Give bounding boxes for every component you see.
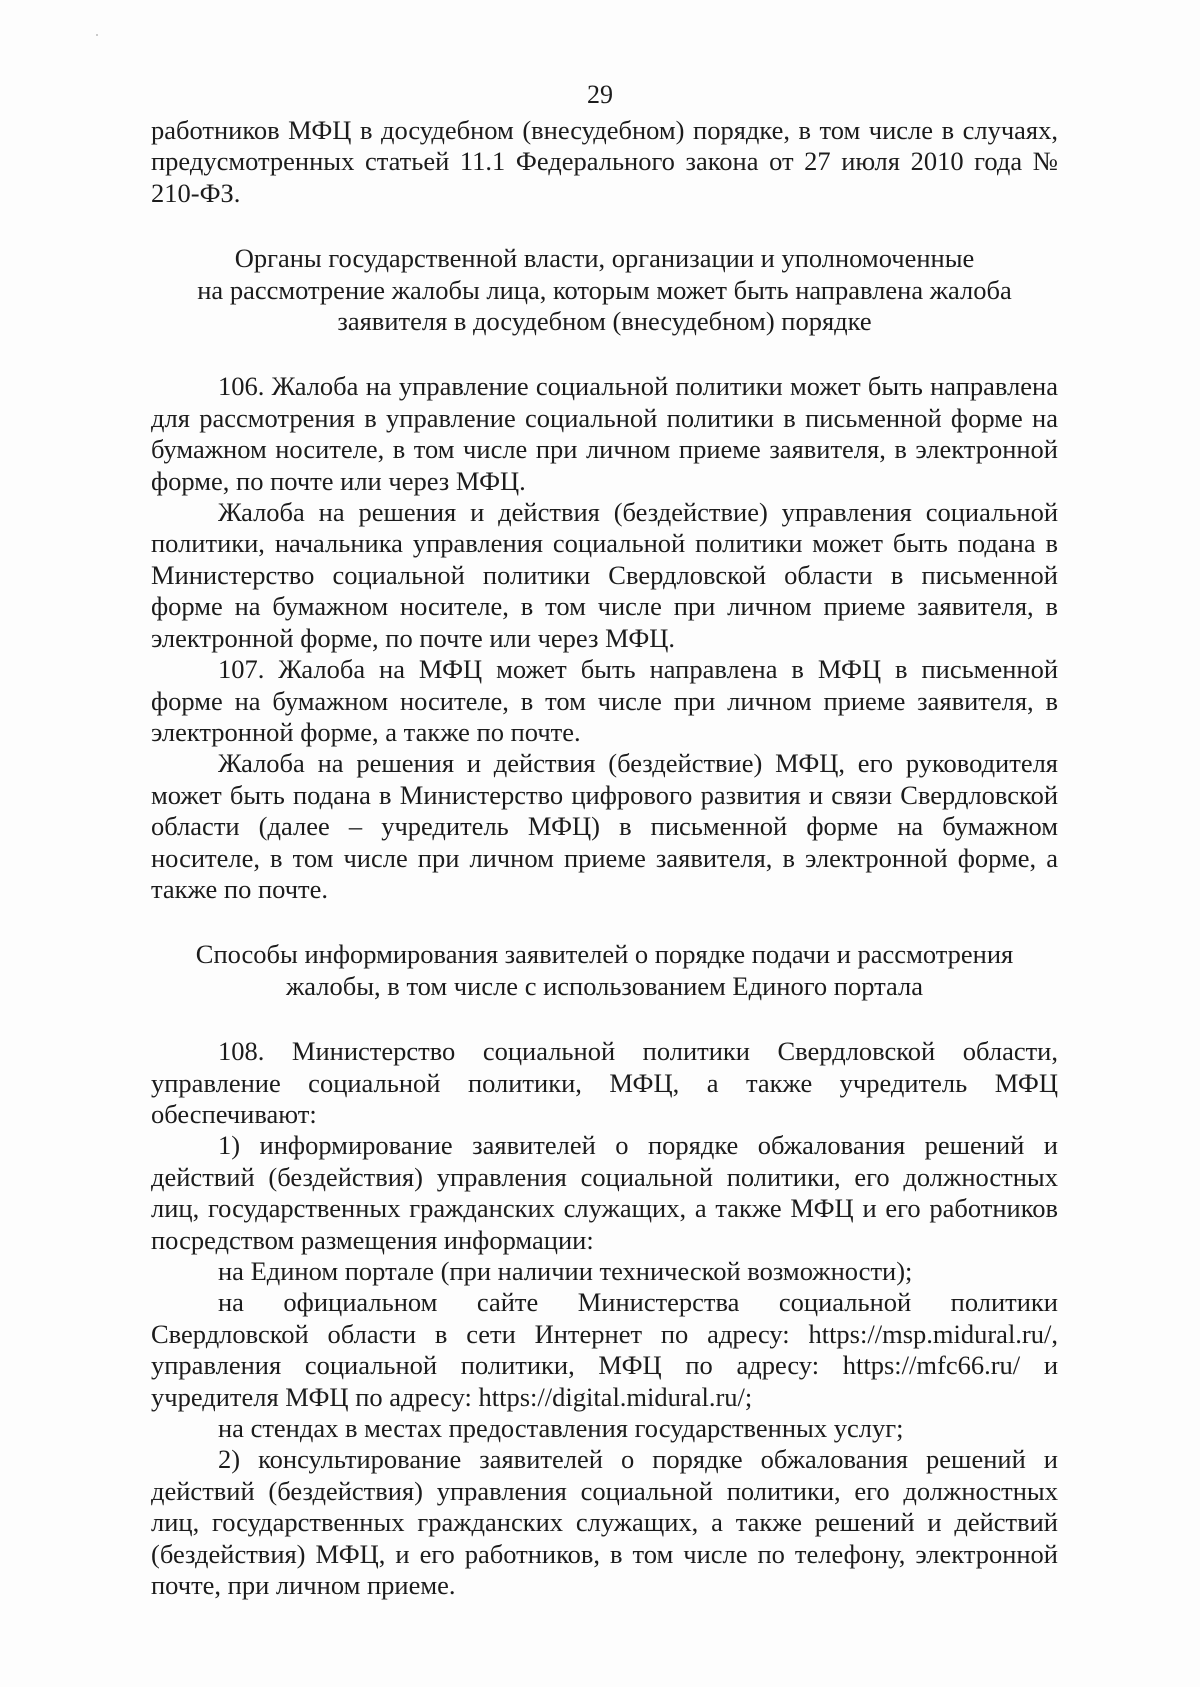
heading-line: Органы государственной власти, организации и уполномоченные xyxy=(234,243,975,274)
section-heading-informing-methods xyxy=(151,939,1058,1002)
paragraph-stands: на стендах в местах предоставления государственных услуг; xyxy=(218,1413,904,1444)
paragraph-108-item-2: 2) консультирование заявителей о порядке обжалования решений и действий (бездействия) управления социальной политики, его должностных лиц, государственных гражданских служащих, а также решений и действий (бездействия) МФЦ, и его работников, в том числе по телефону, электронной почте, при личном приеме. xyxy=(151,1444,1058,1601)
paragraph-official-sites: на официальном сайте Министерства социальной политики Свердловской области в сети Интернет по адресу: https://msp.midural.ru/, управления социальной политики, МФЦ по адресу: https://mfc66.ru/ и учредителя МФЦ по адресу: https://digital.midural.ru/; xyxy=(151,1287,1058,1412)
paragraph-107: 107. Жалоба на МФЦ может быть направлена в МФЦ в письменной форме на бумажном носителе, в том числе при личном приеме заявителя, в электронной форме, а также по почте. xyxy=(151,654,1058,747)
heading-line: на рассмотрение жалобы лица, которым может быть направлена жалоба xyxy=(197,274,1012,305)
scan-speck xyxy=(96,34,98,36)
intro-paragraph: работников МФЦ в досудебном (внесудебном) порядке, в том числе в случаях, предусмотренных статьей 11.1 Федерального закона от 27 июля 2010 года № 210-ФЗ. xyxy=(151,115,1058,208)
paragraph-108: 108. Министерство социальной политики Свердловской области, управление социальной политики, МФЦ, а также учредитель МФЦ обеспечивают: xyxy=(151,1036,1058,1129)
page-number: 29 xyxy=(587,80,613,109)
section-heading-complaint-bodies xyxy=(151,243,1058,337)
document-body xyxy=(151,115,1058,1601)
paragraph-106: 106. Жалоба на управление социальной политики может быть направлена для рассмотрения в управление социальной политики в письменной форме на бумажном носителе, в том числе при личном приеме заявителя, в электронной форме, по почте или через МФЦ. xyxy=(151,371,1058,496)
heading-line: жалобы, в том числе с использованием Единого портала xyxy=(285,970,924,1001)
paragraph-108-item-1: 1) информирование заявителей о порядке обжалования решений и действий (бездействия) управления социальной политики, его должностных лиц, государственных гражданских служащих, а также МФЦ и его работников посредством размещения информации: xyxy=(151,1130,1058,1255)
heading-line: заявителя в досудебном (внесудебном) порядке xyxy=(337,306,872,337)
paragraph-106-ministry: Жалоба на решения и действия (бездействие) управления социальной политики, начальника управления социальной политики может быть подана в Министерство социальной политики Свердловской области в письменной форме на бумажном носителе, в том числе при личном приеме заявителя, в электронной форме, по почте или через МФЦ. xyxy=(151,497,1058,653)
paragraph-unified-portal: на Едином портале (при наличии технической возможности); xyxy=(218,1256,913,1286)
heading-line: Способы информирования заявителей о порядке подачи и рассмотрения xyxy=(195,939,1014,970)
paragraph-107-founder: Жалоба на решения и действия (бездействие) МФЦ, его руководителя может быть подана в Министерство цифрового развития и связи Свердловской области (далее – учредитель МФЦ) в письменной форме на бумажном носителе, в том числе при личном приеме заявителя, в электронной форме, а также по почте. xyxy=(151,748,1058,904)
